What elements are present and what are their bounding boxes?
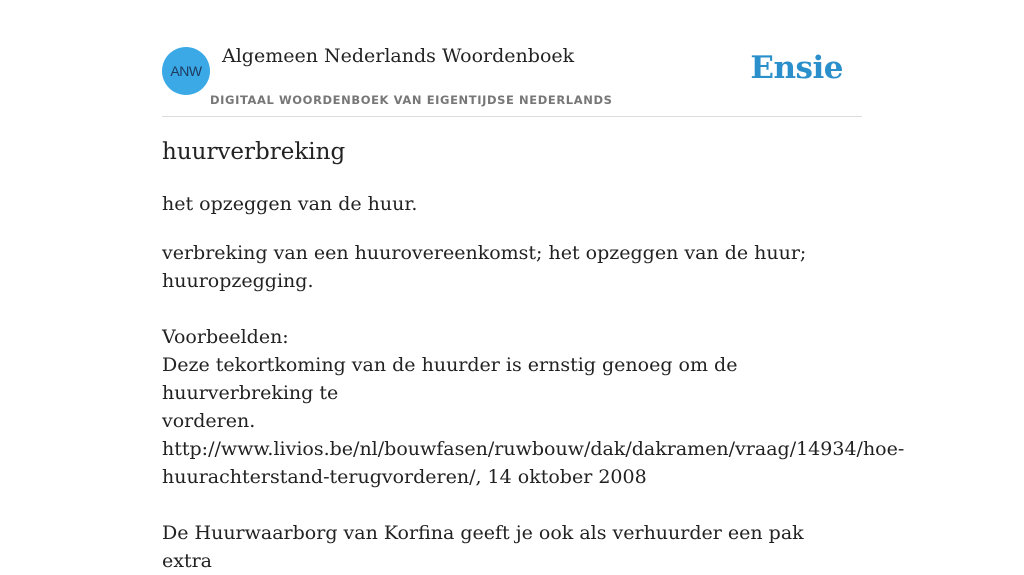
- spacer: [162, 295, 852, 323]
- dictionary-subtitle: DIGITAAL WOORDENBOEK VAN EIGENTIJDSE NEDERLANDS: [210, 93, 613, 107]
- examples-label: Voorbeelden:: [162, 326, 289, 348]
- example-line: Deze tekortkoming van de huurder is ernstig genoeg om de huurverbreking te: [162, 354, 738, 404]
- header: [162, 0, 862, 117]
- anw-logo[interactable]: ANW: [162, 47, 210, 95]
- definition-line: verbreking van een huurovereenkomst; het opzeggen van de huur;: [162, 242, 807, 264]
- ensie-logo-link[interactable]: Ensie: [750, 50, 843, 86]
- spacer: [162, 491, 852, 519]
- example-line: De Huurwaarborg van Korfina geeft je ook als verhuurder een pak extra: [162, 522, 804, 572]
- page: [162, 0, 905, 572]
- example-source: http://www.livios.be/nl/bouwfasen/ruwbouw/dak/dakramen/vraag/14934/hoe-: [162, 438, 905, 460]
- definition-body: [162, 239, 905, 575]
- definition-line: huuropzegging.: [162, 270, 314, 292]
- dictionary-title[interactable]: Algemeen Nederlands Woordenboek: [222, 45, 575, 67]
- example-line: vorderen.: [162, 410, 256, 432]
- short-definition: het opzeggen van de huur.: [162, 193, 418, 215]
- headword: huurverbreking: [162, 139, 346, 165]
- example-source: huurachterstand-terugvorderen/, 14 oktober 2008: [162, 466, 647, 488]
